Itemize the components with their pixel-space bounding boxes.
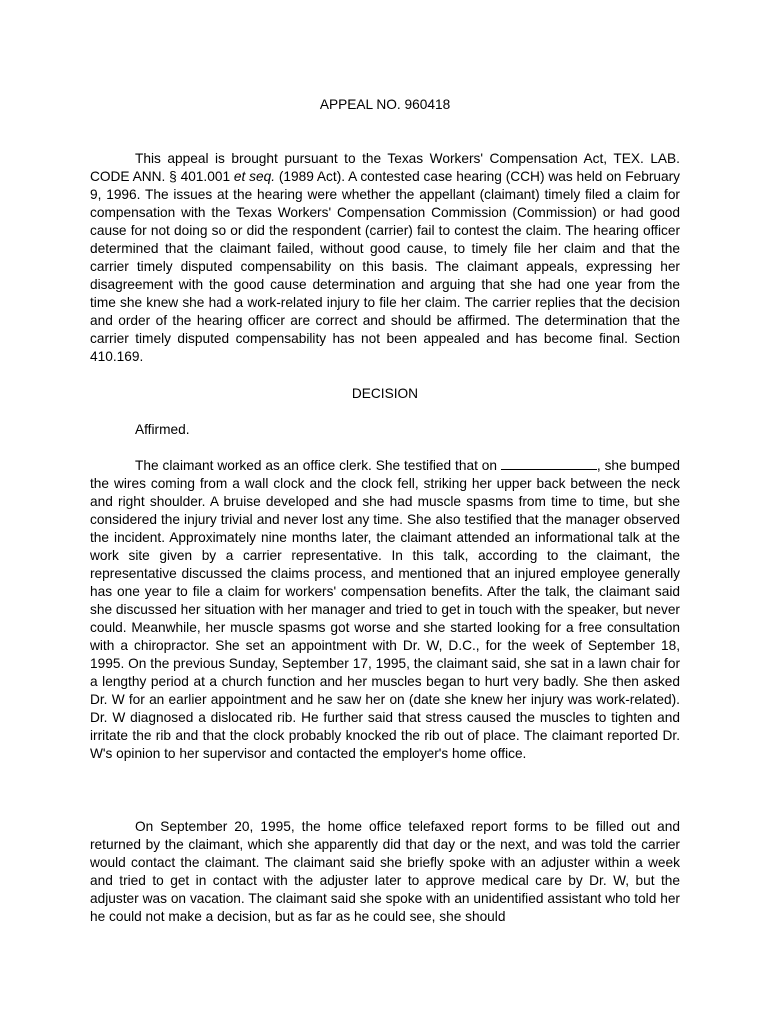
intro-text-1: This appeal is brought pursuant to the Texas Workers' Compensation Act, TEX. LAB. CODE ANN. § 401.001 (90, 151, 680, 184)
decision-heading: DECISION (351, 386, 419, 401)
intro-text-2: (1989 Act). A contested case hearing (CCH) was held on February 9, 1996. The issues at the hearing were whether the appellant (claimant) timely filed a claim for compensation with the Texas Workers' Compensation Commission (Commission) or had good cause for not doing so or did the respondent (carrier) fail to contest the claim. The hearing officer determined that the claimant failed, without good cause, to timely file her claim and that the carrier timely disputed compensability on this basis. The claimant appeals, expressing her disagreement with the good cause determination and arguing that she had one year from the time she knew she had a work-related injury to file her claim. The carrier replies that the decision and order of the hearing officer are correct and should be affirmed. The determination that the carrier timely disputed compensability has not been appealed and has become final. Section 410.169. (90, 169, 681, 364)
facts-paragraph-1 (90, 457, 680, 763)
intro-paragraph (90, 150, 680, 366)
intro-et-seq: et seq. (233, 169, 276, 184)
appeal-title: APPEAL NO. 960418 (319, 97, 451, 112)
facts1-text-1: The claimant worked as an office clerk. She testified that on (135, 458, 501, 473)
facts-paragraph-2: On September 20, 1995, the home office telefaxed report forms to be filled out and returned by the claimant, which she apparently did that day or the next, and was told the carrier would contact the claimant. The claimant said she briefly spoke with an adjuster within a week and tried to get in contact with the adjuster later to approve medical care by Dr. W, but the adjuster was on vacation. The claimant said she spoke with an unidentified assistant who told her he could not make a decision, but as far as he could see, she should (90, 819, 680, 924)
facts1-text-2: , she bumped the wires coming from a wall clock and the clock fell, striking her upper back between the neck and right shoulder. A bruise developed and she had muscle spasms from time to time, but she considered the injury trivial and never lost any time. She also testified that the manager observed the incident. Approximately nine months later, the claimant attended an informational talk at the work site given by a carrier representative. In this talk, according to the claimant, the representative discussed the claims process, and mentioned that an injured employee generally has one year to file a claim for workers' compensation benefits. After the talk, the claimant said she discussed her situation with her manager and tried to get in touch with the speaker, but never could. Meanwhile, her muscle spasms got worse and she started looking for a free consultation with a chiropractor. She set an appointment with Dr. W, D.C., for the week of September 18, 1995. On the previous Sunday, September 17, 1995, the claimant said, she sat in a lawn chair for a lengthy period at a church function and her muscles began to hurt very badly. She then asked Dr. W for an earlier appointment and he saw her on (date she knew her injury was work-related). Dr. W diagnosed a dislocated rib. He further said that stress caused the muscles to tighten and irritate the rib and that the clock probably knocked the rib out of place. The claimant reported Dr. W's opinion to her supervisor and contacted the employer's home office. (90, 458, 681, 761)
date-blank (501, 457, 597, 470)
affirmed-paragraph: Affirmed. (135, 422, 190, 437)
